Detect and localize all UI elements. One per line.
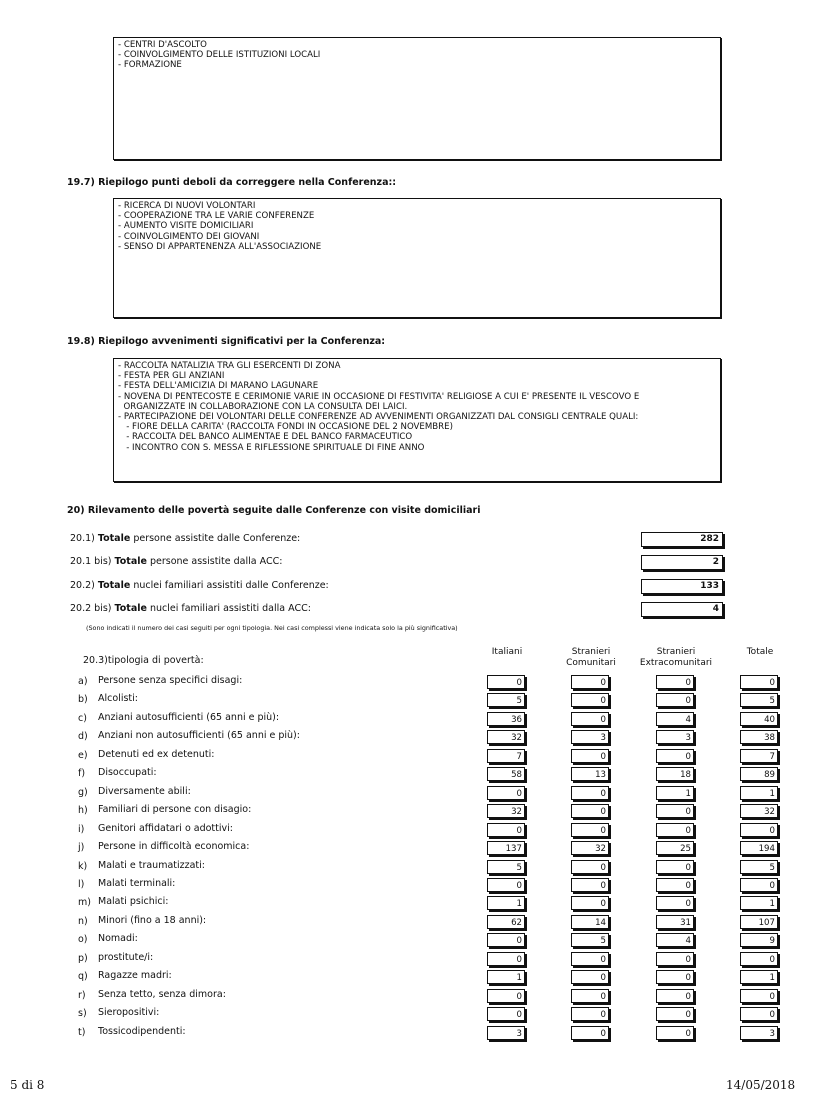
table-cell: 3 [740,1026,778,1040]
total-label [70,580,329,591]
table-cell: 0 [740,952,778,966]
table-cell: 62 [487,915,525,929]
row-letter: q) [78,971,88,983]
row-letter: l) [78,878,85,890]
table-cell: 7 [487,749,525,763]
table-cell: 0 [571,675,609,689]
row-letter: p) [78,952,88,964]
box-line: - FIORE DELLA CARITA' (RACCOLTA FONDI IN OCCASIONE DEL 2 NOVEMBRE) [118,422,453,433]
table-cell: 0 [656,1026,694,1040]
total-rest: nuclei familiari assistiti dalla ACC: [146,603,311,614]
table-cell: 0 [487,989,525,1003]
table-cell: 1 [740,896,778,910]
section-20-title: 20) Rilevamento delle povertà seguite dalle Conferenze con visite domiciliari [67,505,481,516]
row-label: Tossicodipendenti: [98,1025,186,1037]
table-cell: 0 [571,860,609,874]
table-cell: 0 [656,860,694,874]
row-label: Alcolisti: [98,693,138,705]
table-note: (Sono indicati il numero dei casi seguiti per ogni tipologia. Nei casi complessi viene indicata solo la più significativa) [86,624,458,632]
table-cell: 18 [656,767,694,781]
box-line: - SENSO DI APPARTENENZA ALL'ASSOCIAZIONE [118,241,322,252]
box-line: - NOVENA DI PENTECOSTE E CERIMONIE VARIE IN OCCASIONE DI FESTIVITA' RELIGIOSE A CUI E' PRESENTE IL VESCOVO E [118,391,640,402]
box-line: - COOPERAZIONE TRA LE VARIE CONFERENZE [118,211,315,222]
table-cell: 0 [740,675,778,689]
table-cell: 0 [571,786,609,800]
table-cell: 58 [487,767,525,781]
table-cell: 0 [571,693,609,707]
table-cell: 1 [487,970,525,984]
total-label [70,556,282,567]
weak-points-box [113,198,721,318]
table-cell: 0 [487,952,525,966]
table-cell: 0 [571,1007,609,1021]
table-title: 20.3)tipologia di povertà: [83,655,204,666]
row-letter: b) [78,694,88,706]
total-bold: Totale [97,580,131,591]
row-label: Persone senza specifici disagi: [98,675,243,686]
total-prefix: 20.1 bis) [70,556,115,567]
table-cell: 1 [740,786,778,800]
table-cell: 5 [740,693,778,707]
table-cell: 9 [740,933,778,947]
table-cell: 0 [740,823,778,837]
table-cell: 0 [656,675,694,689]
row-label: Senza tetto, senza dimora: [98,988,226,1000]
table-cell: 1 [656,786,694,800]
total-value: 133 [641,579,723,594]
row-letter: s) [78,1008,87,1020]
row-label: Diversamente abili: [98,785,191,797]
table-cell: 0 [487,933,525,947]
table-cell: 1 [740,970,778,984]
row-letter: n) [78,915,88,927]
table-cell: 5 [487,693,525,707]
total-prefix: 20.2) [70,580,98,591]
row-label: Persone in difficoltà economica: [98,841,250,853]
section-19-7-title: 19.7) Riepilogo punti deboli da correggere nella Conferenza:: [67,177,397,188]
table-cell: 32 [487,804,525,818]
table-cell: 0 [571,952,609,966]
table-cell: 0 [656,749,694,763]
table-cell: 0 [487,1007,525,1021]
table-cell: 0 [571,878,609,892]
box-line: - AUMENTO VISITE DOMICILIARI [118,221,254,232]
box-line: - INCONTRO CON S. MESSA E RIFLESSIONE SPIRITUALE DI FINE ANNO [118,442,425,453]
table-cell: 0 [571,989,609,1003]
events-text [114,359,720,455]
total-label [70,603,311,614]
table-cell: 4 [656,712,694,726]
table-cell: 0 [656,693,694,707]
row-label: Disoccupati: [98,767,157,779]
total-bold: Totale [97,533,131,544]
table-cell: 36 [487,712,525,726]
table-cell: 0 [571,712,609,726]
box-line: - RICERCA DI NUOVI VOLONTARI [118,201,256,211]
column-header: Italiani [491,647,523,657]
row-letter: t) [78,1026,86,1038]
row-label: Malati terminali: [98,877,176,889]
table-cell: 32 [740,804,778,818]
table-cell: 0 [740,989,778,1003]
row-label: prostitute/i: [98,951,154,963]
table-cell: 0 [656,1007,694,1021]
column-header: Stranieri Extracomunitari [639,647,713,668]
total-value: 4 [641,602,723,617]
box-line: - FESTA DELL'AMICIZIA DI MARANO LAGUNARE [118,381,319,392]
table-cell: 0 [656,989,694,1003]
box-line: - FORMAZIONE [118,60,182,71]
table-cell: 5 [487,860,525,874]
row-letter: h) [78,805,88,817]
table-cell: 3 [571,730,609,744]
total-label [70,533,300,544]
table-cell: 5 [571,933,609,947]
table-cell: 0 [571,896,609,910]
total-rest: persone assistite dalle Conferenze: [130,533,301,544]
table-cell: 13 [571,767,609,781]
row-label: Anziani autosufficienti (65 anni e più): [98,711,280,723]
row-letter: j) [78,842,85,854]
table-cell: 0 [740,878,778,892]
box-line: - RACCOLTA NATALIZIA TRA GLI ESERCENTI DI ZONA [118,361,341,371]
table-cell: 4 [656,933,694,947]
table-cell: 25 [656,841,694,855]
row-letter: g) [78,786,88,798]
table-cell: 0 [571,1026,609,1040]
total-bold: Totale [114,556,147,567]
row-letter: m) [78,897,91,909]
total-rest: persone assistite dalla ACC: [146,556,283,567]
row-label: Genitori affidatari o adottivi: [98,822,233,834]
table-cell: 5 [740,860,778,874]
row-label: Sieropositivi: [98,1007,160,1019]
box-line: - FESTA PER GLI ANZIANI [118,371,225,382]
total-prefix: 20.1) [70,533,98,544]
section-19-8-title: 19.8) Riepilogo avvenimenti significativi per la Conferenza: [67,336,386,347]
column-header: Stranieri Comunitari [566,647,616,668]
row-label: Minori (fino a 18 anni): [98,914,207,926]
row-label: Familiari di persone con disagio: [98,804,252,816]
table-cell: 0 [740,1007,778,1021]
row-letter: i) [78,823,85,835]
table-cell: 0 [487,878,525,892]
strengths-text [114,38,720,73]
strengths-box [113,37,721,160]
table-cell: 194 [740,841,778,855]
table-cell: 89 [740,767,778,781]
table-cell: 32 [571,841,609,855]
table-cell: 0 [656,970,694,984]
table-cell: 0 [571,970,609,984]
table-cell: 0 [656,804,694,818]
row-letter: e) [78,749,88,761]
row-letter: o) [78,934,88,946]
table-cell: 40 [740,712,778,726]
box-line: - RACCOLTA DEL BANCO ALIMENTAE E DEL BANCO FARMACEUTICO [118,432,413,443]
row-letter: r) [78,989,86,1001]
row-letter: f) [78,768,86,780]
box-line: - COINVOLGIMENTO DEI GIOVANI [118,231,260,242]
row-letter: c) [78,712,87,724]
total-rest: nuclei familiari assistiti dalle Conferenze: [130,580,329,591]
page-number: 5 di 8 [10,1078,45,1092]
table-cell: 0 [656,823,694,837]
row-label: Malati psichici: [98,896,169,908]
table-cell: 0 [656,952,694,966]
table-cell: 7 [740,749,778,763]
table-cell: 107 [740,915,778,929]
row-letter: d) [78,731,88,743]
column-header: Totale [746,647,774,657]
table-cell: 0 [487,786,525,800]
print-date: 14/05/2018 [726,1078,796,1092]
row-label: Nomadi: [98,933,138,945]
table-cell: 31 [656,915,694,929]
events-box [113,358,721,482]
table-cell: 1 [487,896,525,910]
box-line: - CENTRI D'ASCOLTO [118,40,207,50]
row-label: Detenuti ed ex detenuti: [98,748,215,760]
row-letter: a) [78,676,88,687]
table-cell: 3 [487,1026,525,1040]
table-cell: 0 [487,823,525,837]
table-cell: 0 [571,823,609,837]
box-line: - PARTECIPAZIONE DEI VOLONTARI DELLE CONFERENZE AD AVVENIMENTI ORGANIZZATI DAL CONSIGLI CENTRALE QUALI: [118,412,639,423]
row-label: Malati e traumatizzati: [98,859,206,871]
box-line: - COINVOLGIMENTO DELLE ISTITUZIONI LOCALI [118,50,321,61]
row-label: Ragazze madri: [98,970,172,982]
table-cell: 137 [487,841,525,855]
table-cell: 0 [571,749,609,763]
total-value: 2 [641,555,723,570]
total-prefix: 20.2 bis) [70,603,115,614]
table-cell: 3 [656,730,694,744]
total-value: 282 [641,532,723,547]
table-cell: 0 [571,804,609,818]
row-label: Anziani non autosufficienti (65 anni e più): [98,730,300,742]
weak-points-text [114,199,720,254]
table-cell: 0 [487,675,525,689]
row-letter: k) [78,860,88,872]
table-cell: 32 [487,730,525,744]
table-cell: 14 [571,915,609,929]
table-cell: 38 [740,730,778,744]
table-cell: 0 [656,878,694,892]
table-cell: 0 [656,896,694,910]
total-bold: Totale [114,603,147,614]
box-line: ORGANIZZATE IN COLLABORAZIONE CON LA CONSULTA DEI LAICI. [118,401,408,412]
